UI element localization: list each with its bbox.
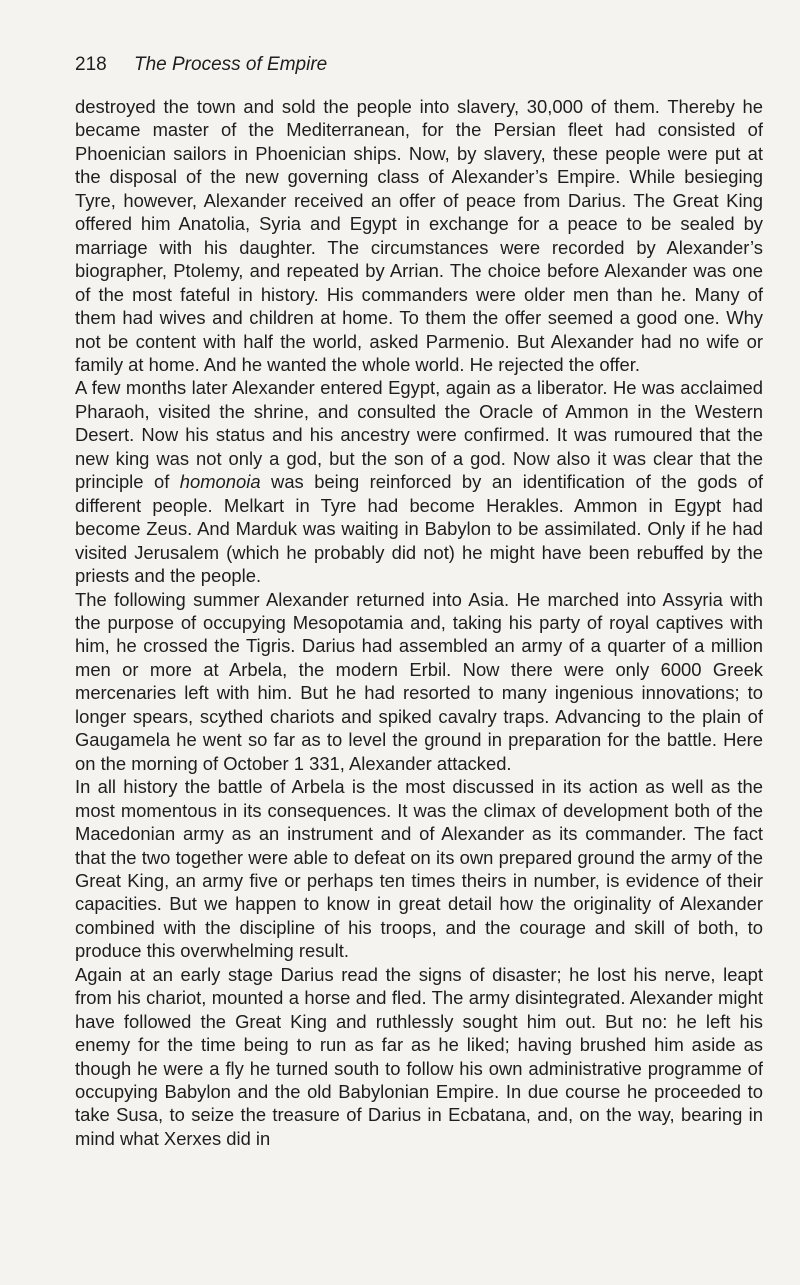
italic-term-homonoia: homonoia [179, 471, 261, 493]
paragraph-text: Again at an early stage Darius read the signs of disaster; he lost his nerve, leapt from his chariot, mounted a horse and fled. The army disintegrated. Alexander might have followed the Great King and ruthlessly sought him out. But no: he left his enemy for the time being to run as far as he liked; having brushed him aside as though he were a fly he turned south to follow his own administrative programme of occupying Babylon and the old Babylonian Empire. In due course he proceeded to take Susa, to seize the treasure of Darius in Ecbatana, and, on the way, bearing in mind what Xerxes did in [75, 963, 763, 1149]
paragraph-text: In all history the battle of Arbela is the most discussed in its action as well as the most momentous in its consequences. It was the climax of development both of the Macedonian army as an instrument and of Alexander as its commander. The fact that the two together were able to defeat on its own prepared ground the army of the Great King, an army five or perhaps ten times theirs in number, is evidence of their capacities. But we happen to know in great detail how the originality of Alexander combined with the discipline of his troops, and the courage and skill of both, to produce this overwhelming result. [75, 776, 763, 962]
paragraph-battle-of-arbela [75, 775, 763, 963]
running-title: The Process of Empire [133, 54, 328, 75]
body-text [75, 95, 763, 1150]
page-number: 218 [75, 54, 107, 75]
paragraph-egypt [75, 376, 763, 587]
paragraph-march-into-asia [75, 588, 763, 776]
paragraph-text: was being reinforced by an identification of the gods of different people. Melkart in Tyre had become Herakles. Ammon in Egypt had become Zeus. And Marduk was waiting in Babylon to be assimilated. Only if he had visited Jerusalem (which he probably did not) he might have been rebuffed by the priests and the people. [75, 471, 764, 587]
paragraph-text: A few months later Alexander entered Egypt, again as a liberator. He was acclaimed Pharaoh, visited the shrine, and consulted the Oracle of Ammon in the Western Desert. Now his status and his ancestry were confirmed. It was rumoured that the new king was not only a god, but the son of a god. Now also it was clear that the principle of [75, 377, 763, 493]
paragraph-darius-flees [75, 963, 763, 1151]
paragraph-text: The following summer Alexander returned into Asia. He marched into Assyria with the purpose of occupying Mesopotamia and, taking his party of royal captives with him, he crossed the Tigris. Darius had assembled an army of a quarter of a million men or more at Arbela, the modern Erbil. Now there were only 6000 Greek mercenaries left with him. But he had resorted to many ingenious innovations; to longer spears, scythed chariots and spiked cavalry traps. Advancing to the plain of Gaugamela he went so far as to level the ground in preparation for the battle. Here on the morning of October 1 331, Alexander attacked. [75, 588, 763, 774]
running-header [75, 53, 745, 77]
paragraph-text: destroyed the town and sold the people into slavery, 30,000 of them. Thereby he became master of the Mediterranean, for the Persian fleet had consisted of Phoenician sailors in Phoenician ships. Now, by slavery, these people were put at the disposal of the new governing class of Alexander’s Empire. While besieging Tyre, however, Alexander received an offer of peace from Darius. The Great King offered him Anatolia, Syria and Egypt in exchange for a peace to be sealed by marriage with his daughter. The circumstances were recorded by Alexander’s biographer, Ptolemy, and repeated by Arrian. The choice before Alexander was one of the most fateful in history. His commanders were older men than he. Many of them had wives and children at home. To them the offer seemed a good one. Why not be content with half the world, asked Parmenio. But Alexander had no wife or family at home. And he wanted the whole world. He rejected the offer. [75, 96, 763, 375]
paragraph-tyre-and-darius-offer [75, 95, 763, 376]
